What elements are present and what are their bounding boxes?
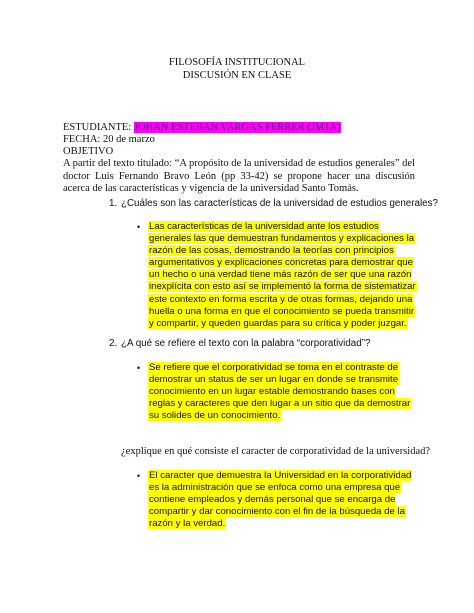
question-text: ¿A qué se refiere el texto con la palabra “corporatividad”? xyxy=(121,338,371,349)
answer-text: El caracter que demuestra la Universidad en la corporatividad es la administración que se enfoca como una empresa que contiene empleados y demás personal que se encarga de compartir y dar conocimiento con el fin de la búsqueda de la razón y la verdad. xyxy=(149,470,412,530)
document-title: FILOSOFÍA INSTITUCIONAL xyxy=(168,57,306,68)
answer-3 xyxy=(148,470,418,530)
question-3-text: ¿explique en qué consiste el caracter de corporatividad de la universidad? xyxy=(121,446,431,457)
question-text: ¿Cuáles son las características de la universidad de estudios generales? xyxy=(121,198,438,209)
answer-text: Las características de la universidad ante los estudios generales las que demuestran fundamentos y explicaciones la razón de las cosas, demostrando la teorías con principios argumentativos y explicaciones concretas para demostrar que un hecho o una verdad tiene más razón de ser que una razón inexplícita con esto así se implementó la forma de sistematizar este contexto en forma escrita y de otras formas, dejando una huella o una forma en que el conocimiento se pueda transmitir y compartir, y queden guardas para su crítica y poder juzgar. xyxy=(149,221,416,329)
intro-paragraph: A partir del texto titulado: “A propósito de la universidad de estudios generales” del doctor Luis Fernando Bravo León (pp 33-42) se propone hacer una discusión acerca de las características y vigencia de la universidad Santo Tomás. xyxy=(63,158,415,194)
student-line xyxy=(63,122,341,135)
answer-text: Se refiere que el corporatividad se toma en el contraste de demostrar un status de ser un lugar en donde se transmite conocimiento en un lugar estable demostrando bases con reglas y caracteres que den lugar a un sitio que da demostrar su solides de un conocimiento. xyxy=(149,362,411,422)
date-line: FECHA: 20 de marzo xyxy=(63,134,155,145)
bullet-icon: • xyxy=(137,363,141,373)
student-label: ESTUDIANTE: xyxy=(63,122,132,133)
answer-2 xyxy=(148,362,418,422)
objective-label: OBJETIVO xyxy=(63,146,114,157)
bullet-icon: • xyxy=(137,471,141,481)
question-number: 2. xyxy=(109,338,118,349)
document-subtitle: DISCUSIÓN EN CLASE xyxy=(182,70,292,81)
answer-1 xyxy=(148,221,418,330)
student-name: JOHAN ESTEBAN VARGAS FERRER (JM1A) xyxy=(133,122,341,133)
question-number: 1. xyxy=(109,198,118,209)
bullet-icon: • xyxy=(137,222,141,232)
